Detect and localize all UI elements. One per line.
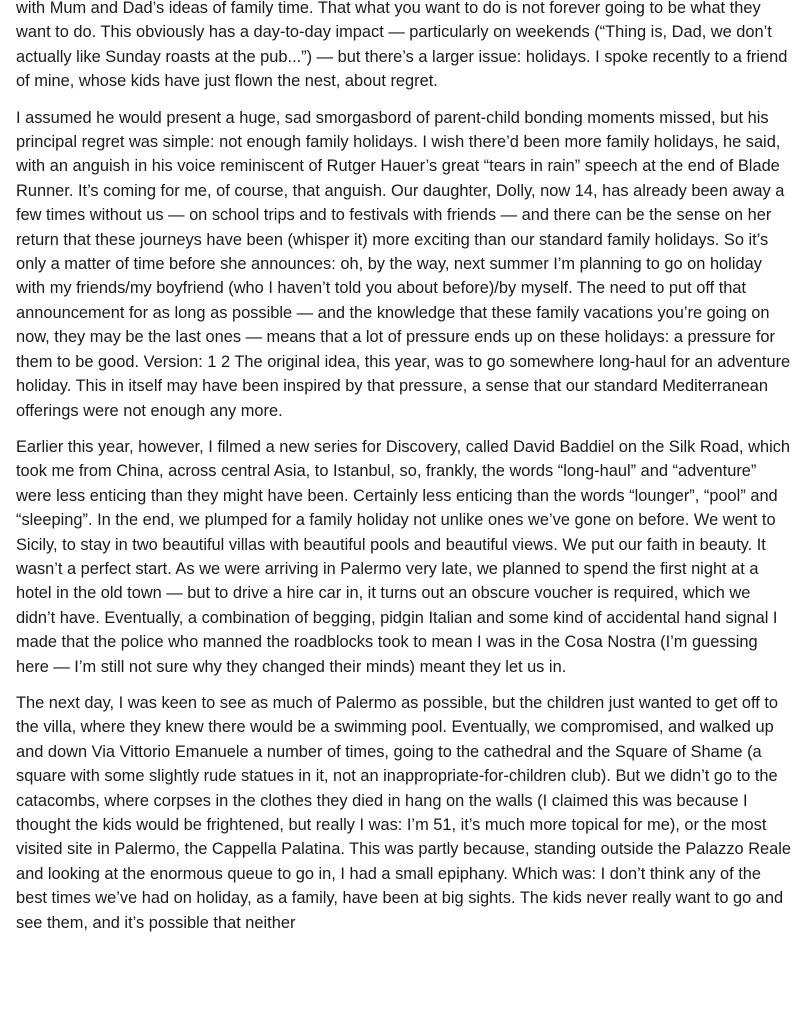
paragraph-1: with Mum and Dad’s ideas of family time. That what you want to do is not forever going to be what they want to do. This obviously has a day-to-day impact — particularly on weekends (“Thing is, Dad, we don’t actually like Sunday roasts at the pub...”) — but there’s a larger issue: holidays. I spoke recently to a friend of mine, whose kids have just flown the nest, about regret. (16, 0, 788, 91)
paragraph-4: The next day, I was keen to see as much of Palermo as possible, but the children just wanted to get off to the villa, where they knew there would be a swimming pool. Eventually, we compromised, and walked up and down Via Vittorio Emanuele a number of times, going to the cathedral and the Square of Shame (a square with some slightly rude statues in it, not an inappropriate-for-children club). But we didn’t go to the catacombs, where corpses in the clothes they died in hang on the walls (I claimed this was because I thought the kids would be frightened, but really I was: I’m 51, it’s much more topical for me), or the most visited site in Palermo, the Cappella Palatina. This was partly because, standing outside the Palazzo Reale and looking at the enormous queue to go in, I had a small epiphany. Which was: I don’t think any of the best times we’ve had on holiday, as a family, have been at big sights. The kids never really want to go and see them, and it’s possible that neither (16, 693, 792, 932)
paragraph-2: I assumed he would present a huge, sad smorgasbord of parent-child bonding moments missed, but his principal regret was simple: not enough family holidays. I wish there’d been more family holidays, he said, with an anguish in his voice reminiscent of Rutger Hauer’s great “tears in rain” speech at the end of Blade Runner. It’s coming for me, of course, that anguish. Our daughter, Dolly, now 14, has already been away a few times without us — on school trips and to festivals with friends — and there can be the sense on her return that these journeys have been (whisper it) more exciting than our standard family holidays. So it’s only a matter of time before she announces: oh, by the way, next summer I’m planning to go on holiday with my friends/my boyfriend (who I haven’t told you about before)/by myself. The need to put off that announcement for as long as possible — and the knowledge that these family vacations you’re going on now, they may be the last ones — means that a lot of pressure ends up on these holidays: a pressure for them to be good. Version: 1 2 The original idea, this year, was to go somewhere long-haul for an adventure holiday. This in itself may have been inspired by that pressure, a sense that our standard Mediterranean offerings were not enough any more. (16, 108, 791, 420)
paragraph-3: Earlier this year, however, I filmed a new series for Discovery, called David Baddiel on the Silk Road, which took me from China, across central Asia, to Istanbul, so, frankly, the words “long-haul” and “adventure” were less enticing than they might have been. Certainly less enticing than the words “lounger”, “pool” and “sleeping”. In the end, we plumped for a family holiday not unlike ones we’ve gone on before. We went to Sicily, to stay in two beautiful villas with beautiful pools and beautiful views. We put our faith in beauty. It wasn’t a perfect start. As we were arriving in Palermo very late, we planned to spend the first night at a hotel in the old town — but to drive a hire car in, it turns out an obscure voucher is required, which we didn’t have. Eventually, a combination of begging, pidgin Italian and some kind of accidental hand signal I made that the police who manned the roadblocks took to mean I was in the Cosa Nostra (I’m guessing here — I’m still not sure why they changed their minds) meant they let us in. (16, 437, 791, 676)
article-body (16, 0, 792, 947)
